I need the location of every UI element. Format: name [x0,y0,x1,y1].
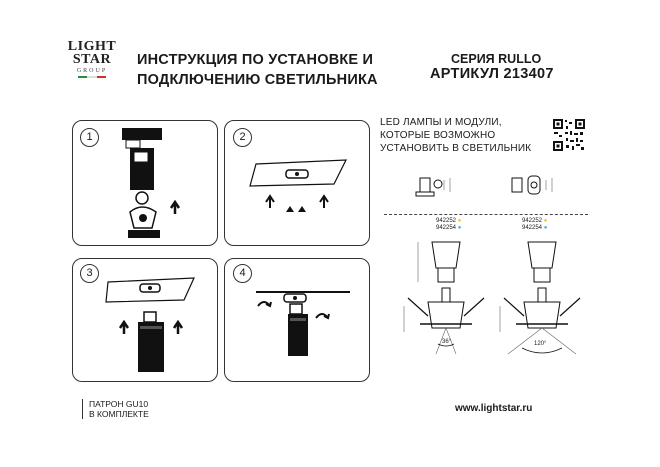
lamp-codes-left [436,218,461,232]
series-label: СЕРИЯ RULLO [451,52,542,66]
step-4-number: 4 [233,264,252,283]
step-3-illustration [104,272,214,378]
step-1-number: 1 [80,128,99,147]
step-3-number: 3 [80,264,99,283]
page-title [137,50,378,90]
beam-angle-right: 120° [534,341,547,347]
lamp-top-view-right [508,172,558,198]
led-section-title [380,116,531,155]
package-note-line-1: ПАТРОН GU10 [89,399,149,409]
section-divider [384,214,588,215]
step-1-illustration [100,124,210,242]
title-line-1: ИНСТРУКЦИЯ ПО УСТАНОВКЕ И [137,52,374,68]
brand-line-3: GROUP [76,68,108,74]
step-2-illustration [246,150,356,230]
article-label: АРТИКУЛ 213407 [430,66,554,82]
code-left-2: 942254 ● [436,225,462,231]
step-2-number: 2 [233,128,252,147]
title-line-2: ПОДКЛЮЧЕНИЮ СВЕТИЛЬНИКА [137,72,378,88]
led-title-line-2: КОТОРЫЕ ВОЗМОЖНО [380,130,496,141]
code-right-1: 942252 ● [522,218,548,224]
brand-logo [64,40,120,78]
brand-line-2: STAR [72,52,112,67]
step-4-illustration [250,282,360,378]
package-note-line-2: В КОМПЛЕКТЕ [89,409,149,419]
package-note [82,399,149,419]
code-left-1: 942252 ● [436,218,462,224]
brand-line-1: LIGHT [67,39,117,54]
qr-code-icon [552,118,586,152]
lamp-top-view-left [412,172,462,198]
led-title-line-3: УСТАНОВИТЬ В СВЕТИЛЬНИК [380,143,532,154]
led-title-line-1: LED ЛАМПЫ И МОДУЛИ, [380,117,502,128]
lamp-codes-right [522,218,547,232]
website-link[interactable]: www.lightstar.ru [455,403,533,414]
beam-angle-left: 36° [442,339,452,345]
code-right-2: 942254 ● [522,225,548,231]
italian-flag-icon [78,76,106,78]
